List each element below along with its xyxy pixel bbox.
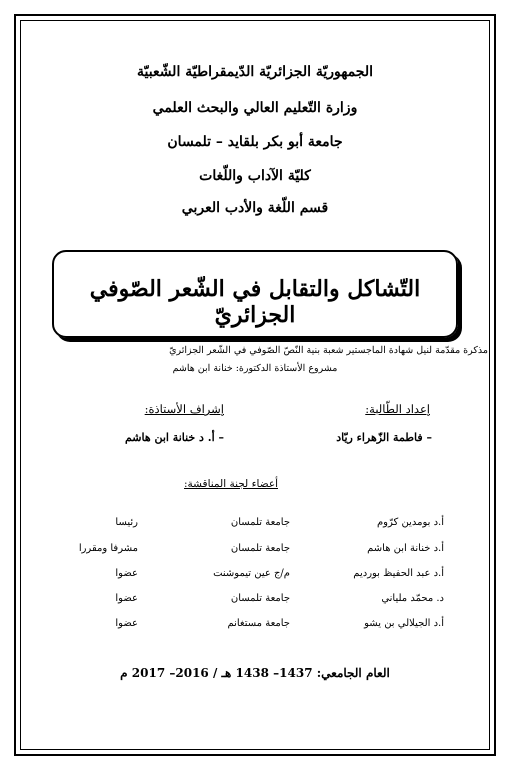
faculty-line: كليّة الآداب واللّغات xyxy=(199,168,311,184)
member-name: أ.د الجيلالي بن يشو xyxy=(364,618,444,629)
member-role: عضوا xyxy=(115,593,138,604)
supervisor-name: – أ. د خنانة ابن هاشم xyxy=(124,431,224,444)
supervision-label: إشراف الأستاذة: xyxy=(144,402,224,416)
member-university: جامعة تلمسان xyxy=(230,517,290,528)
member-university: م/ج عين تيموشنت xyxy=(213,568,290,579)
member-role: مشرفا ومقررا xyxy=(78,543,138,554)
ministry-line: وزارة التّعليم العالي والبحث العلمي xyxy=(152,100,358,116)
academic-year: العام الجامعي: 1437– 1438 هـ / 2016– 2017 م xyxy=(120,666,390,680)
inner-border xyxy=(20,20,490,750)
memo-line-1: مذكرة مقدّمة لنيل شهادة الماجستير شعبة بنية النّصّ الصّوفي في الشّعر الجزائريّ xyxy=(169,345,488,356)
committee-label: أعضاء لجنة المناقشة: xyxy=(184,478,278,490)
student-name: – فاطمة الزّهراء ريّاد xyxy=(336,431,432,444)
prepared-label: إعداد الطّالبة: xyxy=(365,402,430,416)
member-role: عضوا xyxy=(115,568,138,579)
university-line: جامعة أبو بكر بلقايد – تلمسان xyxy=(167,134,343,150)
member-name: أ.د بومدين كرّوم xyxy=(376,517,444,528)
department-line: قسم اللّغة والأدب العربي xyxy=(181,200,329,216)
republic-line: الجمهوريّة الجزائريّة الدّيمقراطيّة الشّعبيّة xyxy=(136,64,373,80)
member-university: جامعة تلمسان xyxy=(230,543,290,554)
member-university: جامعة تلمسان xyxy=(230,593,290,604)
member-role: عضوا xyxy=(115,618,138,629)
thesis-title: التّشاكل والتقابل في الشّعر الصّوفي الجزائريّ xyxy=(89,276,421,328)
title-box xyxy=(52,250,458,338)
member-name: أ.د خنانة ابن هاشم xyxy=(367,543,444,554)
member-university: جامعة مستغانم xyxy=(227,618,290,629)
member-role: رئيسا xyxy=(115,517,138,528)
member-name: أ.د عبد الحفيظ بورديم xyxy=(353,568,444,579)
member-name: د. محمّد ملياني xyxy=(381,593,444,604)
memo-line-2: مشروع الأستاذة الدكتورة: خنانة ابن هاشم xyxy=(172,363,338,374)
